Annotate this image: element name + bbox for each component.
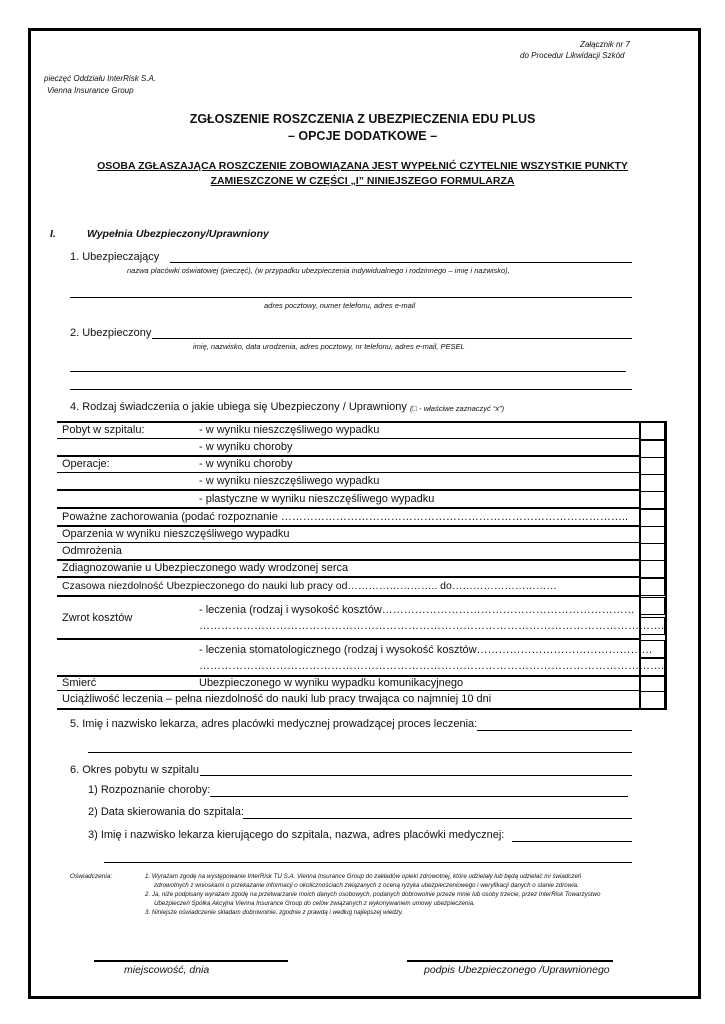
referring-doctor-field[interactable]: [512, 841, 632, 842]
declaration-1-line-1: 1. Wyrażam zgodę na występowanie InterRisk TU S.A. Vienna Insurance Group do zakładów opieki zdrowotnej, które udzielały lub będą udzielać mi świadczeń: [145, 873, 582, 880]
referral-date-question: 2) Data skierowania do szpitala:: [88, 806, 244, 818]
place-date-label: miejscowość, dnia: [124, 964, 210, 976]
declaration-2-line-2: Ubezpieczeń Spółka Akcyjna Vienna Insurance Group do celów związanych z wykonywaniem umowy ubezpieczenia.: [154, 900, 475, 907]
place-date-line[interactable]: [94, 960, 288, 962]
checkbox-treatment-burden[interactable]: [640, 691, 665, 709]
serious-illness-row: Poważne zachorowania (podać rozpoznanie …………………………………………………………………………………..: [62, 511, 629, 523]
table-bottom-border: [57, 708, 667, 710]
form-subtitle: – OPCJE DODATKOWE –: [287, 129, 438, 143]
diagnosis-field[interactable]: [210, 796, 628, 797]
treatment-costs-option: - leczenia (rodzaj i wysokość kosztów……………………………………………………………: [199, 604, 635, 616]
policyholder-hint: nazwa placówki oświatowej (pieczęć), (w przypadku ubezpieczenia indywidualnego i rodzinnego – imię i nazwisko),: [127, 266, 510, 275]
temporary-disability-row: Czasowa niezdolność Ubezpieczonego do nauki lub pracy od…………………….. do…………………………: [62, 580, 557, 592]
policyholder-address-hint: adres pocztowy, numer telefonu, adres e-mail: [264, 301, 416, 310]
signature-label: podpis Ubezpieczonego /Uprawnionego: [424, 964, 610, 976]
signature-line[interactable]: [407, 960, 613, 962]
diagnosis-question: 1) Rozpoznanie choroby:: [88, 784, 211, 796]
surgery-label: Operacje:: [62, 458, 110, 470]
checkbox-surgery-accident[interactable]: [640, 474, 665, 492]
hospital-period-question: 6. Okres pobytu w szpitalu: [70, 764, 200, 776]
surgery-illness-option: - w wyniku choroby: [199, 458, 293, 470]
form-title: ZGŁOSZENIE ROSZCZENIA Z UBEZPIECZENIA EDU PLUS: [189, 112, 536, 126]
table-row-divider: [57, 472, 640, 473]
table-row-divider: [57, 576, 640, 578]
declaration-3: 3. Niniejsze oświadczenie składam dobrowolnie, zgodnie z prawdą i według najlepszej wiedzy.: [145, 909, 404, 916]
checkbox-burns[interactable]: [640, 526, 665, 544]
checkbox-hospital-accident[interactable]: [640, 422, 665, 440]
policyholder-address-field[interactable]: [70, 297, 632, 298]
table-row-divider: [57, 690, 640, 691]
table-row-divider: [57, 525, 640, 527]
attachment-procedure: do Procedur Likwidacji Szkód: [520, 51, 625, 60]
dental-costs-option: - leczenia stomatologicznego (rodzaj i wysokość kosztów…………………………………………: [199, 644, 653, 656]
table-row-divider: [57, 638, 640, 640]
table-top-border: [57, 421, 667, 423]
benefit-type-label: 4. Rodzaj świadczenia o jakie ubiega się Ubezpieczony / Uprawniony: [70, 401, 407, 413]
referral-date-field[interactable]: [243, 818, 632, 819]
frostbite-row: Odmrożenia: [62, 545, 122, 557]
section-number: I.: [50, 228, 56, 240]
doctor-question: 5. Imię i nazwisko lekarza, adres placówki medycznej prowadzącej proces leczenia:: [70, 718, 478, 730]
death-label: Śmierć: [62, 677, 97, 689]
doctor-field[interactable]: [477, 730, 632, 731]
checkbox-frostbite[interactable]: [640, 543, 665, 561]
hospital-illness-option: - w wyniku choroby: [199, 441, 293, 453]
costs-refund-label: Zwrot kosztów: [62, 612, 133, 624]
declarations-label: Oświadczenia:: [70, 873, 113, 880]
table-row-divider: [57, 559, 640, 561]
treatment-burden-row: Uciążliwość leczenia – pełna niezdolność do nauki lub pracy trwająca co najmniej 10 dni: [62, 693, 492, 705]
insured-label: 2. Ubezpieczony: [70, 327, 152, 339]
treatment-costs-details: ……………………………………………………………………………………………………………….): [199, 620, 668, 632]
surgery-accident-option: - w wyniku nieszczęśliwego wypadku: [199, 475, 380, 487]
table-row-divider: [57, 595, 640, 597]
checkbox-temporary-disability[interactable]: [640, 578, 665, 596]
hospital-stay-label: Pobyt w szpitalu:: [62, 424, 145, 436]
checkbox-treatment-costs[interactable]: [640, 597, 665, 615]
surgery-plastic-option: - plastyczne w wyniku nieszczęśliwego wypadku: [199, 493, 435, 505]
table-row-divider: [57, 489, 640, 491]
policyholder-field[interactable]: [170, 262, 632, 263]
policyholder-label: 1. Ubezpieczający: [70, 251, 160, 263]
attachment-number: Załącznik nr 7: [580, 40, 630, 49]
table-row-divider: [57, 438, 640, 439]
doctor-field-line-2[interactable]: [88, 752, 632, 753]
insured-field-line-3[interactable]: [70, 389, 632, 390]
section-heading: Wypełnia Ubezpieczony/Uprawniony: [87, 228, 269, 240]
referring-doctor-field-line-2[interactable]: [104, 862, 632, 863]
dental-costs-details: ……………………………………………………………………………………………………………….): [199, 660, 668, 672]
instruction-line-2: ZAMIESZCZONE W CZĘŚCI „I” NINIEJSZEGO FORMULARZA: [210, 175, 515, 187]
insured-field[interactable]: [152, 338, 632, 339]
hospital-period-field[interactable]: [200, 775, 632, 776]
table-row-divider: [57, 542, 640, 543]
insured-hint: imię, nazwisko, data urodzenia, adres pocztowy, nr telefonu, adres e-mail, PESEL: [193, 342, 465, 351]
checkbox-heart-defect[interactable]: [640, 560, 665, 578]
checkbox-serious-illness[interactable]: [640, 509, 665, 527]
stamp-label-group: Vienna Insurance Group: [47, 86, 134, 95]
heart-defect-row: Zdiagnozowanie u Ubezpieczonego wady wrodzonej serca: [62, 562, 349, 574]
checkbox-surgery-illness[interactable]: [640, 457, 665, 475]
insured-field-line-2[interactable]: [70, 371, 626, 372]
declaration-1-line-2: zdrowotnych z wnioskami o przekazanie informacji o okolicznościach związanych z oceną ryzyka ubezpieczeniowego i weryfikacji danych o stanie zdrowia.: [154, 882, 579, 889]
checkbox-surgery-plastic[interactable]: [640, 491, 665, 509]
declaration-2-line-1: 2. Ja, niże podpisany wyrażam zgodę na przetwarzanie moich danych osobowych, podanych dobrowolnie przeze mnie lub osoby trzecie, przez InterRisk Towarzystwo: [145, 891, 601, 898]
burns-row: Oparzenia w wyniku nieszczęśliwego wypadku: [62, 528, 290, 540]
table-row-divider: [57, 507, 640, 509]
benefit-type-hint: (□ - właściwe zaznaczyć “x”): [410, 404, 505, 413]
death-option: Ubezpieczonego w wyniku wypadku komunikacyjnego: [199, 677, 464, 689]
stamp-label: pieczęć Oddziału InterRisk S.A.: [44, 74, 157, 83]
referring-doctor-question: 3) Imię i nazwisko lekarza kierującego do szpitala, nazwa, adres placówki medycznej:: [88, 829, 505, 841]
checkbox-hospital-illness[interactable]: [640, 440, 665, 458]
table-row-divider: [57, 455, 640, 457]
hospital-accident-option: - w wyniku nieszczęśliwego wypadku: [199, 424, 380, 436]
instruction-line-1: OSOBA ZGŁASZAJĄCA ROSZCZENIE ZOBOWIĄZANA JEST WYPEŁNIĆ CZYTELNIE WSZYSTKIE PUNKTY: [97, 160, 628, 172]
